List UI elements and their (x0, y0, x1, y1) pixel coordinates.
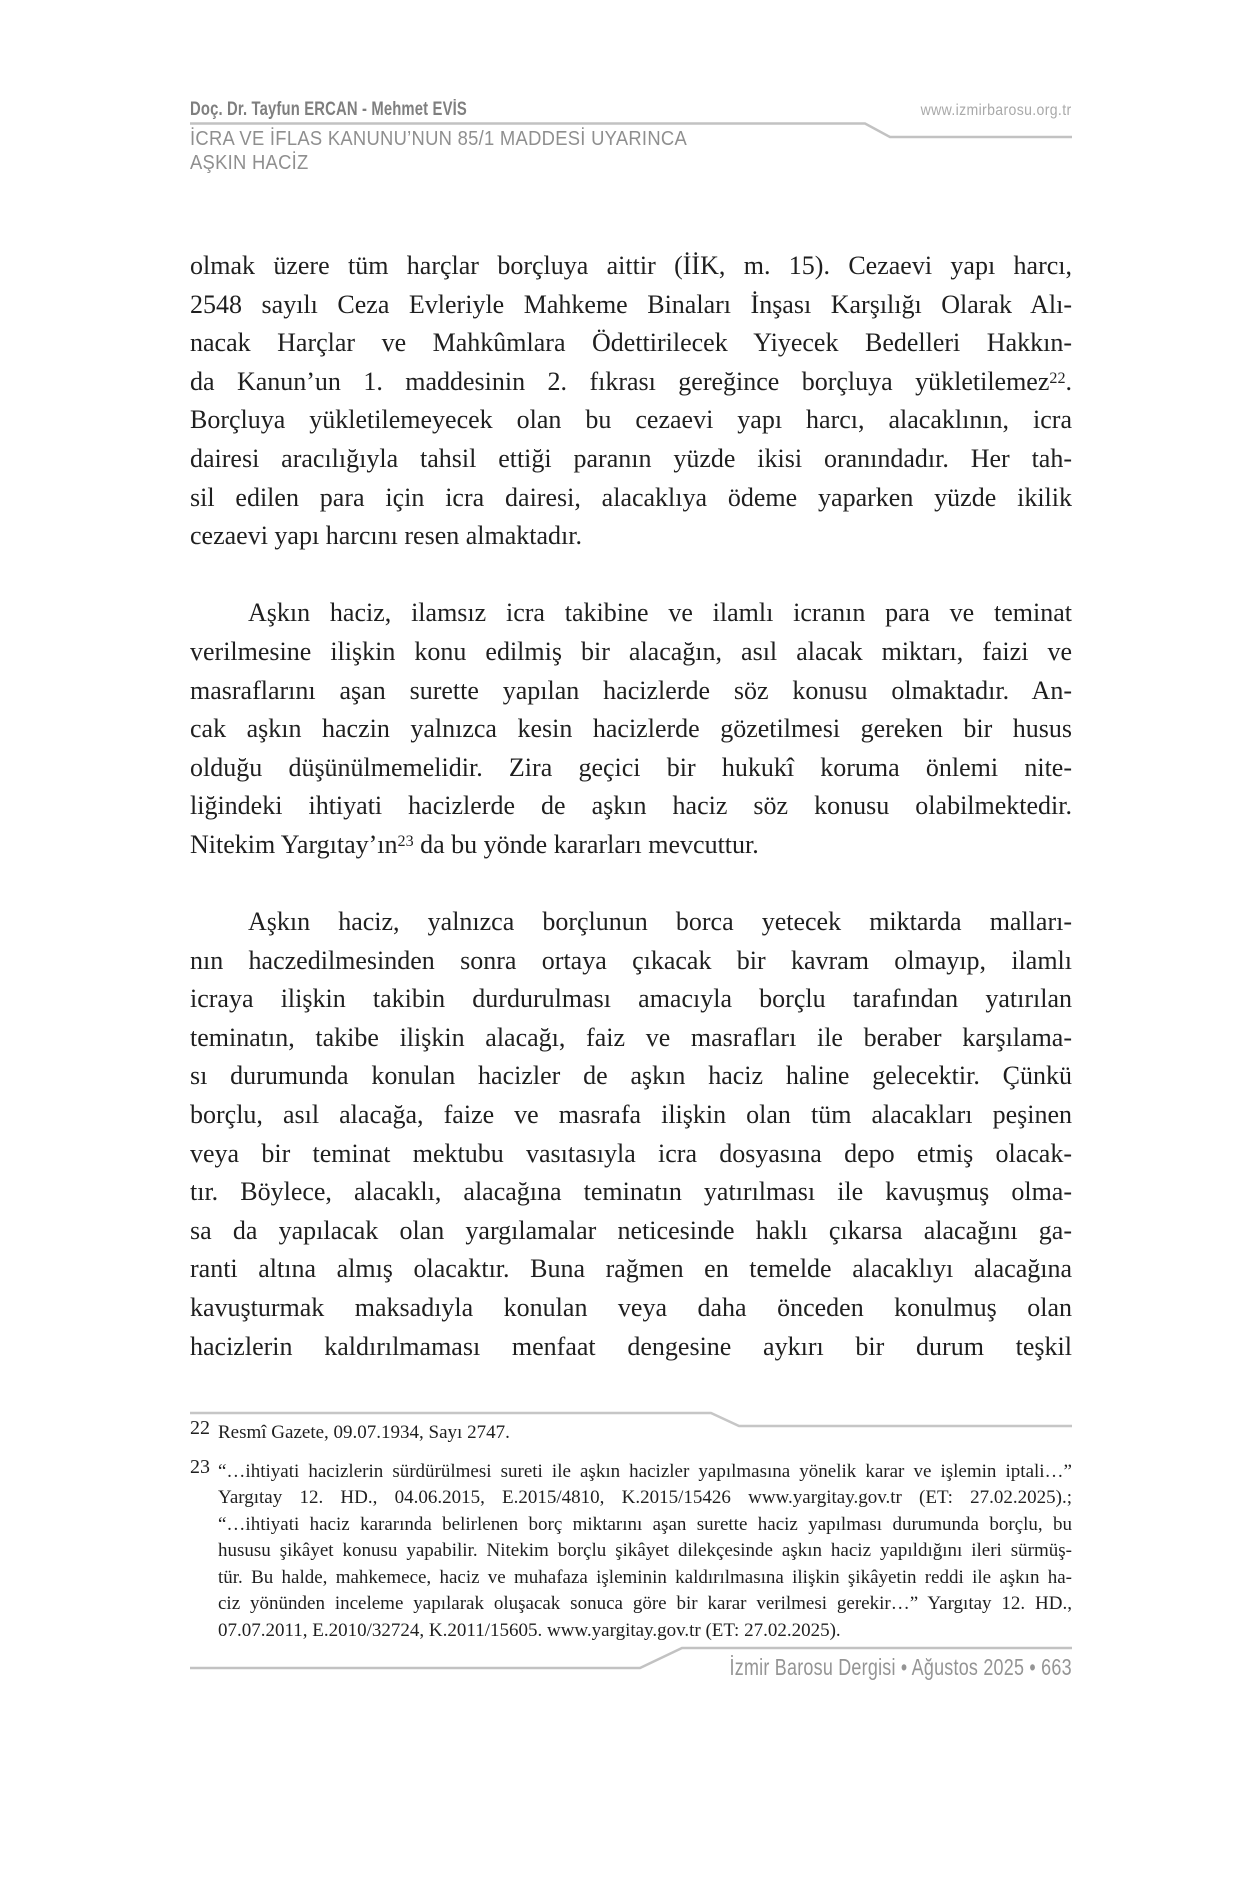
text-line: olduğu düşünülmemelidir. Zira geçici bir hukukî koruma önlemi nite- (190, 752, 1072, 782)
text-line: verilmesine ilişkin konu edilmiş bir alacağın, asıl alacak miktarı, faizi ve (190, 636, 1072, 666)
text-line: cak aşkın haczin yalnızca kesin hacizlerde gözetilmesi gereken bir husus (190, 714, 1072, 744)
article-title-line2: AŞKIN HACİZ (190, 151, 309, 174)
text-line: veya bir teminat mektubu vasıtasıyla icra dosyasına depo etmiş olacak- (190, 1138, 1072, 1168)
text-line: Aşkın haciz, ilamsız icra takibine ve ilamlı icranın para ve teminat (248, 598, 1072, 628)
footnote-line: Resmî Gazete, 09.07.1934, Sayı 2747. (218, 1422, 510, 1443)
footnote-line: 07.07.2011, E.2010/32724, K.2011/15605. www.yargitay.gov.tr (ET: 27.02.2025). (218, 1619, 841, 1641)
footnote-number: 23 (190, 1455, 210, 1478)
text-line: masraflarını aşan surette yapılan hacizlerde söz konusu olmaktadır. An- (190, 675, 1072, 705)
footnote-reference: 23 (397, 832, 414, 850)
text-line: sil edilen para için icra dairesi, alacaklıya ödeme yaparken yüzde ikilik (190, 482, 1072, 512)
text-line: teminatın, takibe ilişkin alacağı, faiz ve masrafları ile beraber karşılama- (190, 1022, 1072, 1052)
text-line: Aşkın haciz, yalnızca borçlunun borca yetecek miktarda malları- (248, 907, 1072, 937)
text-line: tır. Böylece, alacaklı, alacağına teminatın yatırılması ile kavuşmuş olma- (190, 1177, 1072, 1207)
text-line: Borçluya yükletilemeyecek olan bu cezaevi yapı harcı, alacaklının, icra (190, 405, 1072, 435)
footnote-text (218, 1459, 1072, 1645)
text-line: da Kanun’un 1. maddesinin 2. fıkrası gereğince borçluya yükletilemez$^{22}$. (190, 366, 1072, 396)
footnote-line: “…ihtiyati haciz kararında belirlenen borç miktarını aşan surette haciz yapılması durumunda borçlu, bu (218, 1513, 1072, 1535)
footnote-text (218, 1420, 1072, 1447)
footnote (190, 1417, 1072, 1447)
footnote-line: “…ihtiyati hacizlerin sürdürülmesi sureti ile aşkın hacizler yapılmasına yönelik karar ve işlemin iptali…” (218, 1460, 1072, 1482)
text-line: sa da yapılacak olan yargılamalar neticesinde haklı çıkarsa alacağını ga- (190, 1215, 1072, 1245)
text-line: kavuşturmak maksadıyla konulan veya daha önceden konulmuş olan (190, 1293, 1072, 1323)
footnote-line: hususu şikâyet konusu yapabilir. Nitekim borçlu şikâyet dilekçesinde aşkın haciz yapıldığını ileri sürmüş- (218, 1540, 1072, 1561)
footnotes (190, 1417, 1072, 1656)
footnote-line: ciz yönünden inceleme yapılarak oluşacak sonuca göre bir karar verilmesi gerekir…” Yargıtay 12. HD., (218, 1593, 1072, 1614)
text-line: dairesi aracılığıyla tahsil ettiği paranın yüzde ikisi oranındadır. Her tah- (190, 443, 1072, 473)
body-paragraph (190, 247, 1072, 556)
article-body (190, 247, 1072, 1405)
footnote-reference: 22 (1049, 369, 1066, 387)
text-line: nacak Harçlar ve Mahkûmlara Ödettirilecek Yiyecek Bedelleri Hakkın- (190, 328, 1072, 358)
footnote-line: tür. Bu halde, mahkemece, haciz ve muhafaza işleminin kaldırılmasına ilişkin şikâyetin reddi ile aşkın ha- (218, 1566, 1072, 1588)
footnote-number: 22 (190, 1417, 210, 1439)
text-line: liğindeki ihtiyati hacizlerde de aşkın haciz söz konusu olabilmektedir. (190, 791, 1072, 821)
journal-footer-text: İzmir Barosu Dergisi • Ağustos 2025 • 663 (729, 1654, 1072, 1680)
body-paragraph (190, 594, 1072, 864)
article-title-line1: İCRA VE İFLAS KANUNU’NUN 85/1 MADDESİ UYARINCA (190, 128, 688, 150)
website-link[interactable]: www.izmirbarosu.org.tr (921, 102, 1072, 119)
text-line: nın haczedilmesinden sonra ortaya çıkacak bir kavram olmayıp, ilamlı (190, 945, 1072, 975)
author-names: Doç. Dr. Tayfun ERCAN - Mehmet EVİS (190, 99, 467, 120)
body-paragraph (190, 903, 1072, 1366)
text-line: ranti altına almış olacaktır. Buna rağmen en temelde alacaklıyı alacağına (190, 1254, 1072, 1284)
text-line: olmak üzere tüm harçlar borçluya aittir (İİK, m. 15). Cezaevi yapı harcı, (190, 251, 1072, 280)
footnote-line: Yargıtay 12. HD., 04.06.2015, E.2015/4810, K.2015/15426 www.yargitay.gov.tr (ET: 27.02.2025).; (218, 1487, 1072, 1508)
text-line: icraya ilişkin takibin durdurulması amacıyla borçlu tarafından yatırılan (190, 984, 1072, 1014)
text-line: sı durumunda konulan hacizler de aşkın haciz haline gelecektir. Çünkü (190, 1061, 1072, 1091)
text-line: Nitekim $Yargıtay’ın^{23}$ da bu yönde kararları mevcuttur. (190, 829, 759, 859)
text-line: hacizlerin kaldırılmaması menfaat dengesine aykırı bir durum teşkil (190, 1331, 1072, 1361)
text-line: 2548 sayılı Ceza Evleriyle Mahkeme Binaları İnşası Karşılığı Olarak Alı- (190, 289, 1072, 319)
article-title (190, 128, 687, 175)
footnote (190, 1455, 1072, 1645)
text-line: cezaevi yapı harcını resen almaktadır. (190, 521, 582, 551)
text-line: borçlu, asıl alacağa, faize ve masrafa ilişkin olan tüm alacakları peşinen (190, 1100, 1072, 1130)
